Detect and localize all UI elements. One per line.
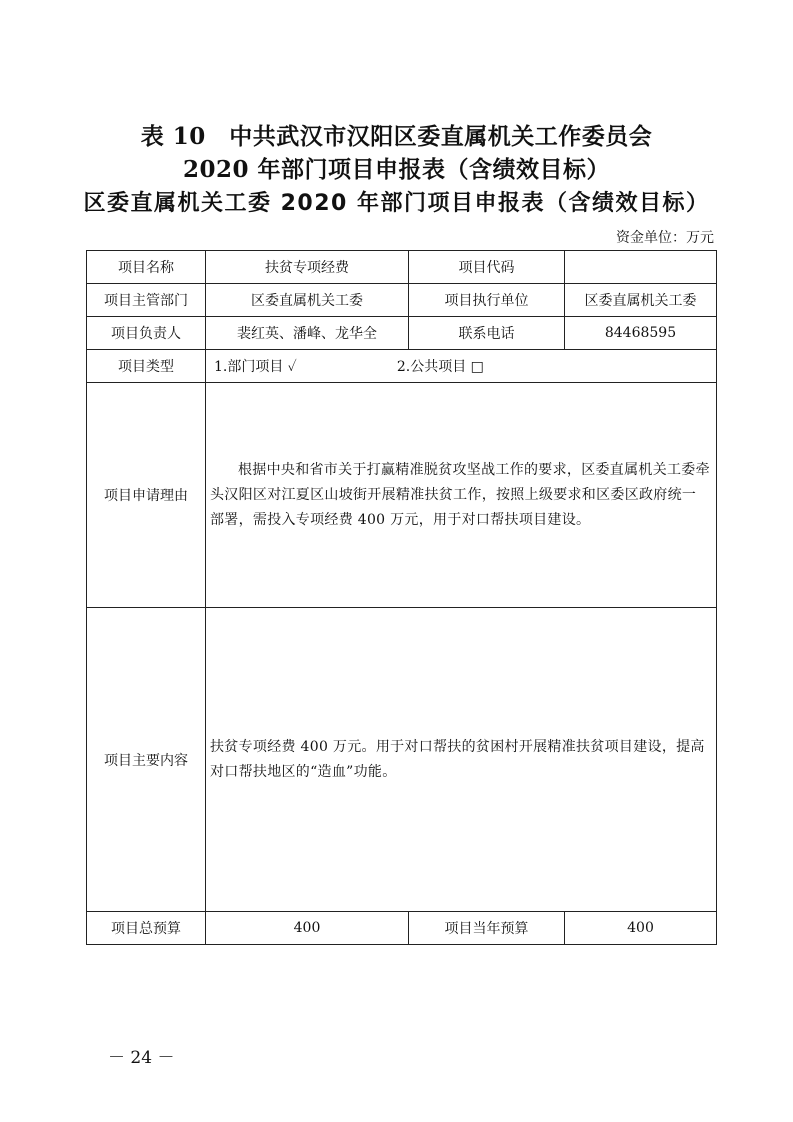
project-application-form — [86, 250, 717, 945]
supervising-dept-label: 项目主管部门 — [87, 284, 206, 317]
annual-budget-value: 400 — [565, 912, 717, 945]
main-content-text: 扶贫专项经费 400 万元。用于对口帮扶的贫困村开展精准扶贫项目建设，提高对口帮扶地区的“造血”功能。 — [210, 738, 705, 780]
table-row — [87, 383, 717, 608]
executing-unit-value: 区委直属机关工委 — [565, 284, 717, 317]
table-number-title: 表 10 中共武汉市汉阳区委直属机关工作委员会 — [140, 123, 653, 150]
currency-unit: 资金单位：万元 — [616, 230, 714, 246]
executing-unit-label: 项目执行单位 — [409, 284, 565, 317]
supervising-dept-value: 区委直属机关工委 — [206, 284, 409, 317]
table-row — [87, 317, 717, 350]
phone-label: 联系电话 — [409, 317, 565, 350]
type-option-public: 2.公共项目 □ — [396, 359, 484, 375]
form-title: 2020 年部门项目申报表（含绩效目标） — [182, 156, 611, 183]
project-leader-label: 项目负责人 — [87, 317, 206, 350]
total-budget-label: 项目总预算 — [87, 912, 206, 945]
form-subtitle: 区委直属机关工委 2020 年部门项目申报表（含绩效目标） — [83, 191, 710, 216]
table-row — [87, 350, 717, 383]
annual-budget-label: 项目当年预算 — [409, 912, 565, 945]
page-number: － 24 － — [108, 1048, 175, 1068]
project-code-value — [565, 251, 717, 284]
project-leader-value: 裴红英、潘峰、龙华全 — [206, 317, 409, 350]
table-row — [87, 284, 717, 317]
table-row — [87, 251, 717, 284]
type-option-department: 1.部门项目 ✓ — [214, 359, 297, 375]
application-reason-label: 项目申请理由 — [87, 383, 206, 608]
table-row — [87, 608, 717, 912]
main-content-cell — [206, 608, 717, 912]
project-type-label: 项目类型 — [87, 350, 206, 383]
phone-value: 84468595 — [565, 317, 717, 350]
project-type-options — [206, 350, 717, 383]
total-budget-value: 400 — [206, 912, 409, 945]
table-row — [87, 912, 717, 945]
project-code-label: 项目代码 — [409, 251, 565, 284]
project-name-label: 项目名称 — [87, 251, 206, 284]
main-content-label: 项目主要内容 — [87, 608, 206, 912]
project-name-value: 扶贫专项经费 — [206, 251, 409, 284]
application-reason-cell — [206, 383, 717, 608]
application-reason-text: 根据中央和省市关于打赢精准脱贫攻坚战工作的要求，区委直属机关工委牵头汉阳区对江夏区山坡街开展精准扶贫工作，按照上级要求和区委区政府统一部署，需投入专项经费 400 万元，用于对口帮扶项目建设。 — [210, 461, 710, 528]
